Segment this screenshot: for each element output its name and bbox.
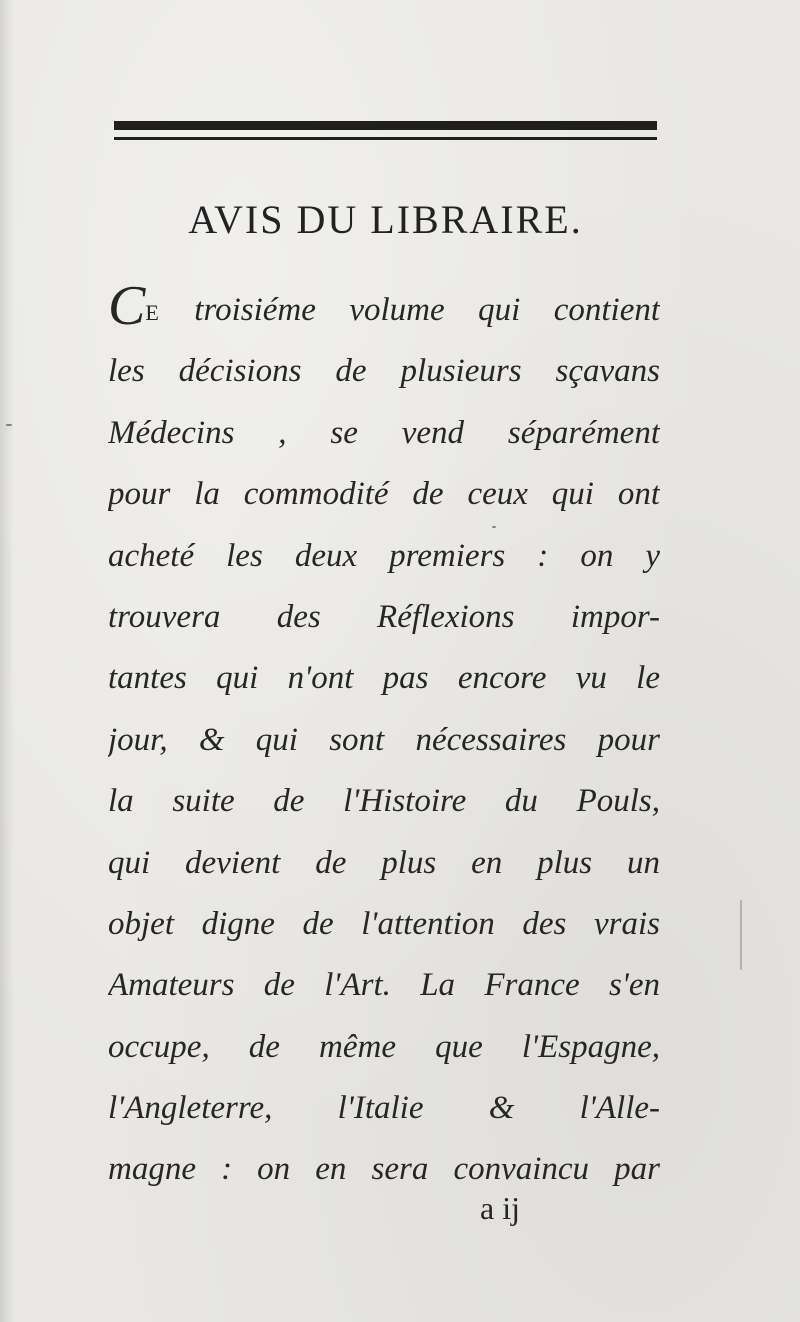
text-line-9: la suite de l'Histoire du Pouls, [108, 783, 660, 820]
drop-cap: C [108, 280, 146, 337]
text-line-10: qui devient de plus en plus un [108, 844, 660, 881]
text-line-11: objet digne de l'attention des vrais [108, 905, 660, 942]
page-edge-shadow [0, 0, 14, 1322]
text-line-13: occupe, de même que l'Espagne, [108, 1028, 660, 1065]
body-text [108, 280, 660, 1201]
opening-rest: troisiéme volume qui contient [194, 292, 660, 328]
text-line-4: pour la commodité de ceux qui ont [108, 476, 660, 513]
paper-fleck [740, 900, 742, 970]
small-caps: E [145, 300, 161, 325]
text-line-7: tantes qui n'ont pas encore vu le [108, 660, 660, 697]
header-rule-thick [114, 121, 657, 130]
text-line-6: trouvera des Réflexions impor- [108, 598, 660, 635]
page-heading: AVIS DU LIBRAIRE. [188, 197, 583, 242]
signature-mark: a ij [480, 1190, 520, 1226]
header-rule-thin [114, 137, 657, 140]
paper-fleck [6, 424, 12, 426]
text-line-12: Amateurs de l'Art. La France s'en [108, 967, 660, 1004]
text-line-3: Médecins , se vend séparément [108, 414, 660, 451]
text-line-1 [108, 280, 660, 341]
text-line-14: l'Angleterre, l'Italie & l'Alle- [108, 1090, 660, 1127]
text-line-15: magne : on en sera convaincu par [108, 1151, 660, 1188]
text-line-8: jour, & qui sont nécessaires pour [108, 721, 660, 758]
text-line-2: les décisions de plusieurs sçavans [108, 353, 660, 390]
text-line-5: acheté les deux premiers : on y [108, 537, 660, 574]
paper-fleck [492, 526, 496, 528]
